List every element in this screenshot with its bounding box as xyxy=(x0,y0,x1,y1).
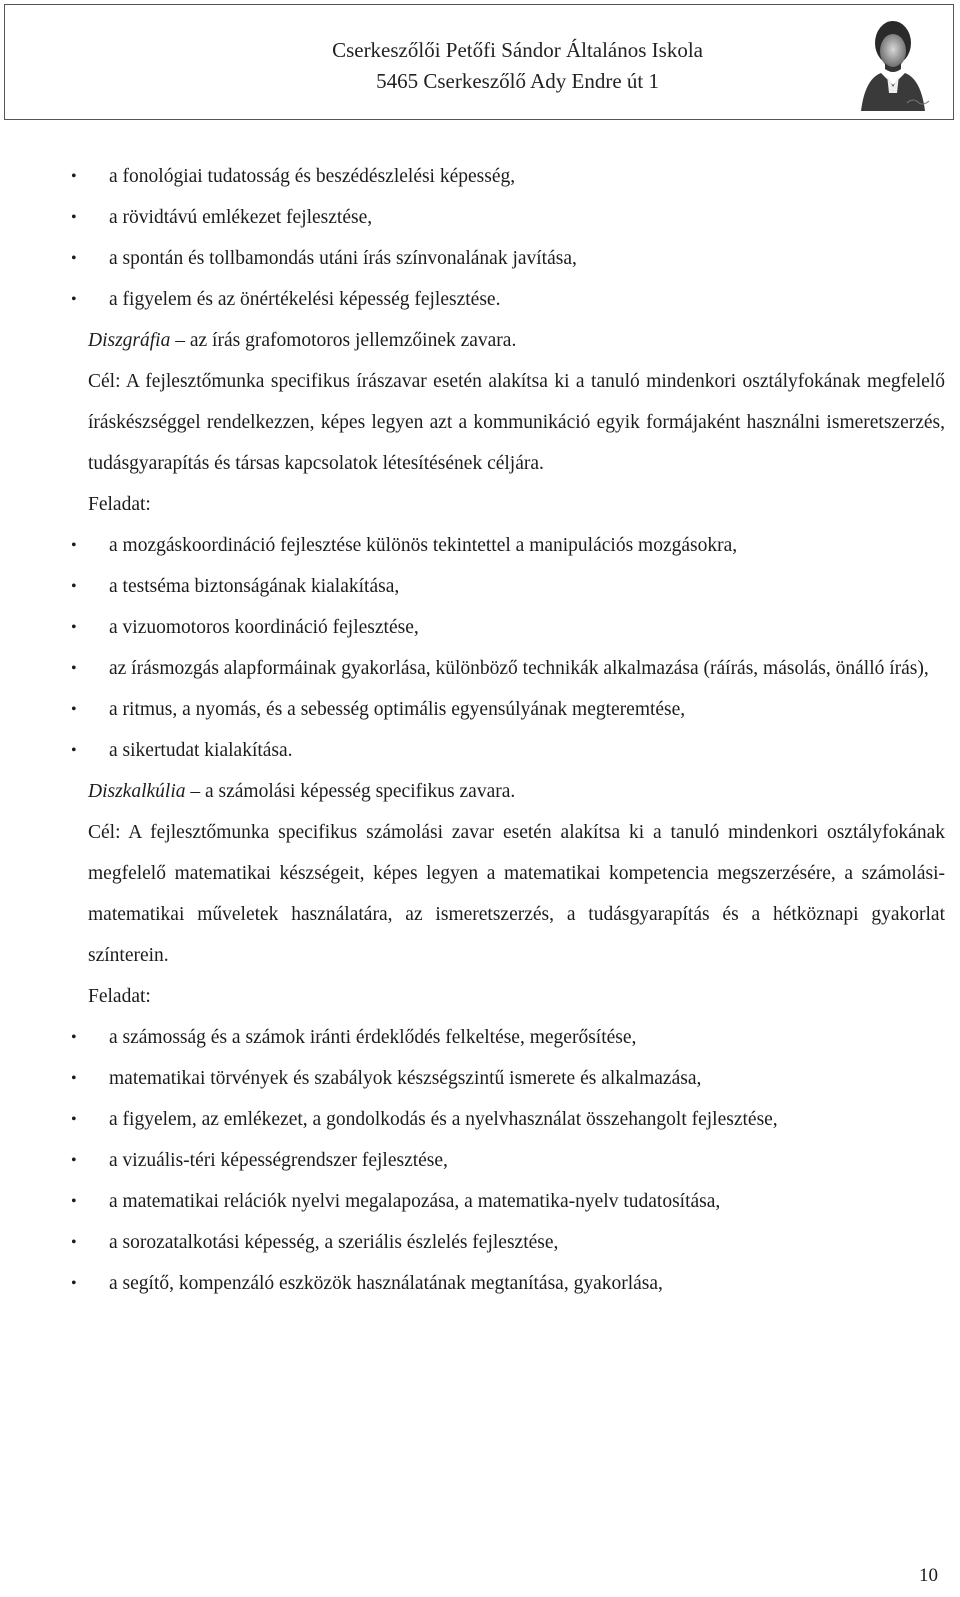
disgraphia-definition: – az írás grafomotoros jellemzőinek zavara. xyxy=(175,330,517,351)
list-item xyxy=(71,197,945,238)
page-content xyxy=(71,156,945,1304)
list-item-text: az írásmozgás alapformáinak gyakorlása, különböző technikák alkalmazása (ráírás, másolás, önálló írás), xyxy=(109,658,929,679)
list-item-text: a figyelem és az önértékelési képesség fejlesztése. xyxy=(109,289,501,310)
school-address: 5465 Cserkeszőlő Ady Endre út 1 xyxy=(376,69,659,93)
list-item xyxy=(71,279,945,320)
list-item-text: a mozgáskoordináció fejlesztése különös tekintettel a manipulációs mozgásokra, xyxy=(109,535,738,556)
list-item xyxy=(71,1222,945,1263)
header-text xyxy=(332,35,703,97)
list-item-text: a fonológiai tudatosság és beszédészlelési képesség, xyxy=(109,166,516,187)
bullet-icon: • xyxy=(71,1070,77,1087)
list-item-text: a segítő, kompenzáló eszközök használatának megtanítása, gyakorlása, xyxy=(109,1273,663,1294)
list-item-text: a spontán és tollbamondás utáni írás színvonalának javítása, xyxy=(109,248,577,269)
bullet-icon: • xyxy=(71,1029,77,1046)
list-item xyxy=(71,1263,945,1304)
disgraphia-heading xyxy=(88,320,945,361)
dyscalculia-definition: – a számolási képesség specifikus zavara. xyxy=(190,781,516,802)
bullet-icon: • xyxy=(71,1275,77,1292)
list-item-text: a ritmus, a nyomás, és a sebesség optimális egyensúlyának megteremtése, xyxy=(109,699,686,720)
list-item xyxy=(71,1058,945,1099)
list-item-text: a vizuális-téri képességrendszer fejlesztése, xyxy=(109,1150,448,1171)
phonology-task-list xyxy=(71,156,945,320)
page-number: 10 xyxy=(919,1565,938,1586)
bullet-icon: • xyxy=(71,619,77,636)
list-item-text: a sikertudat kialakítása. xyxy=(109,740,293,761)
list-item-text: a matematikai relációk nyelvi megalapozása, a matematika-nyelv tudatosítása, xyxy=(109,1191,721,1212)
bullet-icon: • xyxy=(71,537,77,554)
list-item xyxy=(71,1181,945,1222)
list-item xyxy=(71,1017,945,1058)
dyscalculia-goal: Cél: A fejlesztőmunka specifikus számolási zavar esetén alakítsa ki a tanuló mindenkori osztályfokának megfelelő matematikai készségeit, képes legyen a matematikai kompetencia megszerzésére, a számolási-matematikai műveletek használatára, az ismeretszerzés, a tudásgyarapítás és a hétköznapi gyakorlat színterein. xyxy=(88,822,945,966)
bullet-icon: • xyxy=(71,1193,77,1210)
bullet-icon: • xyxy=(71,578,77,595)
dyscalculia-task-label: Feladat: xyxy=(88,986,151,1007)
school-name: Cserkeszőlői Petőfi Sándor Általános Iskola xyxy=(332,38,703,62)
bullet-icon: • xyxy=(71,1152,77,1169)
list-item xyxy=(71,1140,945,1181)
disgraphia-task-list xyxy=(71,525,945,771)
dyscalculia-task-list xyxy=(71,1017,945,1304)
list-item-text: a rövidtávú emlékezet fejlesztése, xyxy=(109,207,373,228)
bullet-icon: • xyxy=(71,1111,77,1128)
list-item-text: a számosság és a számok iránti érdeklődés felkeltése, megerősítése, xyxy=(109,1027,637,1048)
bullet-icon: • xyxy=(71,168,77,185)
list-item xyxy=(71,1099,945,1140)
bullet-icon: • xyxy=(71,742,77,759)
list-item-text: a sorozatalkotási képesség, a szeriális észlelés fejlesztése, xyxy=(109,1232,559,1253)
list-item-text: a figyelem, az emlékezet, a gondolkodás és a nyelvhasználat összehangolt fejlesztése, xyxy=(109,1109,778,1130)
petofi-portrait-image xyxy=(847,13,939,113)
dyscalculia-term: Diszkalkúlia xyxy=(88,781,186,802)
disgraphia-goal: Cél: A fejlesztőmunka specifikus írászavar esetén alakítsa ki a tanuló mindenkori osztályfokának megfelelő íráskészséggel rendelkezzen, képes legyen azt a kommunikáció egyik formájaként használni ismeretszerzés, tudásgyarapítás és társas kapcsolatok létesítésének céljára. xyxy=(88,371,945,474)
list-item xyxy=(71,156,945,197)
bullet-icon: • xyxy=(71,209,77,226)
dyscalculia-heading xyxy=(88,771,945,812)
list-item xyxy=(71,648,945,689)
bullet-icon: • xyxy=(71,1234,77,1251)
disgraphia-task-label: Feladat: xyxy=(88,494,151,515)
list-item-text: a testséma biztonságának kialakítása, xyxy=(109,576,400,597)
disgraphia-term: Diszgráfia xyxy=(88,330,171,351)
list-item xyxy=(71,525,945,566)
bullet-icon: • xyxy=(71,660,77,677)
bullet-icon: • xyxy=(71,250,77,267)
list-item-text: a vizuomotoros koordináció fejlesztése, xyxy=(109,617,419,638)
page-header xyxy=(4,4,954,120)
bullet-icon: • xyxy=(71,291,77,308)
list-item-text: matematikai törvények és szabályok készségszintű ismerete és alkalmazása, xyxy=(109,1068,702,1089)
list-item xyxy=(71,607,945,648)
list-item xyxy=(71,566,945,607)
list-item xyxy=(71,730,945,771)
list-item xyxy=(71,689,945,730)
bullet-icon: • xyxy=(71,701,77,718)
list-item xyxy=(71,238,945,279)
